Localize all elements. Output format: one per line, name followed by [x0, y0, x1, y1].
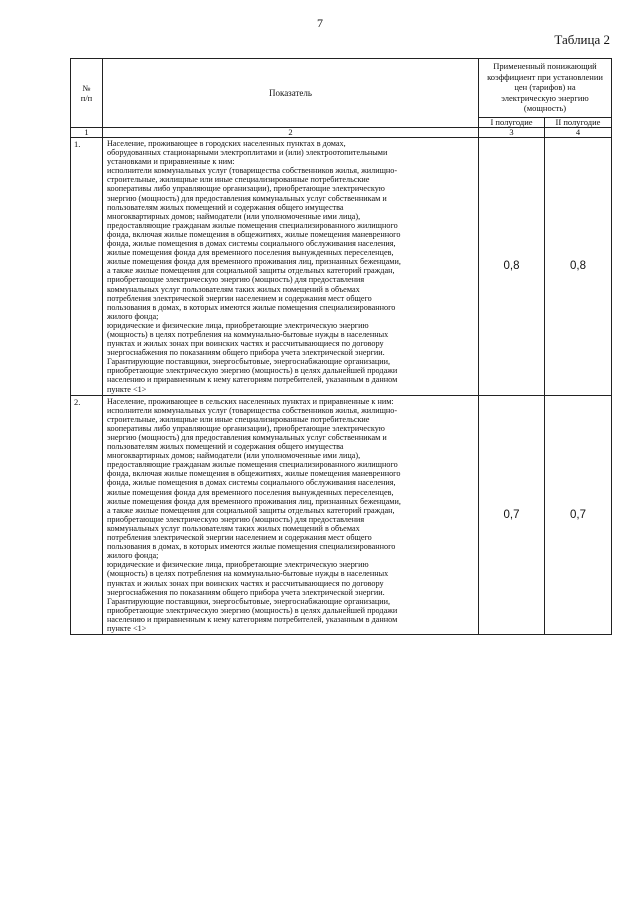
text-line: фонда, жилые помещения в домах системы социального обслуживания населения, — [107, 478, 396, 488]
text-line: энергоснабжения по показаниям общего прибора учета электрической энергии. — [107, 587, 385, 597]
text-line: жилого фонда; — [107, 311, 159, 321]
header-half1: I полугодие — [479, 118, 545, 128]
text-line: энергоснабжения по показаниям общего прибора учета электрической энергии. — [107, 348, 385, 358]
text-line: предоставляющие гражданам жилые помещения специализированного жилищного — [107, 220, 398, 230]
text-line: жилые помещения фонда для временного поселения вынужденных переселенцев, — [107, 248, 394, 258]
text-line: пользования в домах, в которых имеются жилые помещения специализированного — [107, 542, 396, 552]
text-line: (мощность) в целях потребления на коммунально-бытовые нужды в населенных — [107, 569, 389, 579]
text-line: приобретающие электрическую энергию (мощность) для предоставления — [107, 514, 365, 524]
table-row — [71, 395, 612, 634]
text-line: исполнители коммунальных услуг (товарищества собственников жилья, жилищно- — [107, 405, 398, 415]
text-line: фонда, включая жилые помещения в общежитиях, жилые помещения маневренного — [107, 469, 401, 479]
text-line: коммунальных услуг пользователям таких жилых помещений в объемах — [107, 284, 360, 294]
text-line: (мощность) в целях потребления на коммунально-бытовые нужды в населенных — [107, 329, 389, 339]
text-line: юридические и физические лица, приобретающие электрическую энергию — [107, 560, 369, 570]
text-line: а также жилые помещения для социальной защиты отдельных категорий граждан, — [107, 505, 395, 515]
text-line: кооперативы либо управляющие организации), приобретающие электрическую — [107, 184, 385, 194]
text-line: кооперативы либо управляющие организации), приобретающие электрическую — [107, 423, 385, 433]
header-coefficient-line: (мощность) — [523, 103, 567, 113]
header-coefficient-line: коэффициент при установлении — [487, 71, 603, 82]
text-line: приобретающие электрическую энергию (мощность) в целях дальнейшей продажи — [107, 366, 398, 376]
table-row — [71, 138, 612, 396]
text-line: строительные, жилищные или иные специализированные потребительские — [107, 175, 370, 185]
header-coefficient — [479, 59, 612, 118]
header-num — [71, 59, 103, 128]
text-line: оборудованных стационарными электроплитами и (или) электроотопительными — [107, 148, 388, 158]
row-number: 2. — [71, 395, 103, 634]
table-label: Таблица 2 — [554, 32, 610, 47]
text-line: многоквартирных домов; наймодатели (или уполномоченные ими лица), — [107, 451, 361, 461]
text-line: населению и приравненным к нему категориям потребителей, указанным в данном — [107, 614, 398, 624]
text-line: потребления электрической энергии населением и содержания мест общего — [107, 533, 372, 543]
column-index: 1 — [71, 128, 103, 138]
text-line: пользователям жилых помещений и содержания общего имущества — [107, 202, 344, 212]
text-line: установками и приравненные к ним: — [107, 157, 235, 167]
row-indicator-text — [103, 138, 479, 396]
text-line: жилого фонда; — [107, 551, 159, 561]
coefficient-half2: 0,7 — [545, 395, 612, 634]
text-line: фонда, включая жилые помещения в общежитиях, жилые помещения маневренного — [107, 229, 401, 239]
text-line: исполнители коммунальных услуг (товарищества собственников жилья, жилищно- — [107, 166, 398, 176]
text-line: энергию (мощность) для предоставления коммунальных услуг собственникам и — [107, 433, 387, 442]
tariff-coefficient-table — [70, 58, 612, 635]
header-num-line: п/п — [80, 93, 93, 103]
header-coefficient-line: цен (тарифов) на — [514, 82, 576, 92]
text-line: предоставляющие гражданам жилые помещения специализированного жилищного — [107, 460, 398, 470]
text-line: пункте <1> — [107, 384, 147, 394]
text-line: юридические и физические лица, приобретающие электрическую энергию — [107, 320, 369, 330]
coefficient-half1: 0,8 — [479, 138, 545, 396]
header-num-line: № — [82, 83, 91, 93]
page-number: 7 — [317, 16, 323, 30]
text-line: населению и приравненным к нему категориям потребителей, указанным в данном — [107, 375, 398, 385]
row-indicator-text — [103, 395, 479, 634]
text-line: Гарантирующие поставщики, энергосбытовые, энергоснабжающие организации, — [107, 596, 391, 606]
text-line: фонда, жилые помещения в домах системы социального обслуживания населения, — [107, 239, 396, 249]
text-line: жилые помещения фонда для временного проживания лиц, признанных беженцами, — [107, 257, 401, 267]
text-line: энергию (мощность) для предоставления коммунальных услуг собственникам и — [107, 193, 387, 203]
row-number: 1. — [71, 138, 103, 396]
text-line: пунктах и жилых зонах при воинских частях и рассчитывающиеся по договору — [107, 339, 384, 349]
column-index: 4 — [545, 128, 612, 138]
column-index: 2 — [103, 128, 479, 138]
text-line: пунктах и жилых зонах при воинских частях и рассчитывающиеся по договору — [107, 578, 384, 588]
text-line: Население, проживающее в городских населенных пунктах в домах, — [107, 139, 346, 148]
header-indicator: Показатель — [103, 59, 479, 128]
text-line: приобретающие электрическую энергию (мощность) в целях дальнейшей продажи — [107, 605, 398, 615]
coefficient-half2: 0,8 — [545, 138, 612, 396]
text-line: пользования в домах, в которых имеются жилые помещения специализированного — [107, 302, 396, 312]
header-coefficient-line: Примененный понижающий — [493, 61, 597, 71]
text-line: потребления электрической энергии населением и содержания мест общего — [107, 293, 372, 303]
text-line: Гарантирующие поставщики, энергосбытовые, энергоснабжающие организации, — [107, 357, 391, 367]
text-line: а также жилые помещения для социальной защиты отдельных категорий граждан, — [107, 266, 395, 276]
coefficient-half1: 0,7 — [479, 395, 545, 634]
text-line: коммунальных услуг пользователям таких жилых помещений в объемах — [107, 523, 360, 533]
text-line: пользователям жилых помещений и содержания общего имущества — [107, 442, 344, 452]
header-coefficient-line: электрическую энергию — [501, 92, 589, 103]
text-line: Население, проживающее в сельских населенных пунктах и приравненные к ним: — [107, 396, 394, 406]
text-line: жилые помещения фонда для временного проживания лиц, признанных беженцами, — [107, 496, 401, 506]
text-line: многоквартирных домов; наймодатели (или уполномоченные ими лица), — [107, 211, 361, 221]
text-line: строительные, жилищные или иные специализированные потребительские — [107, 414, 370, 424]
text-line: пункте <1> — [107, 623, 147, 633]
text-line: приобретающие электрическую энергию (мощность) для предоставления — [107, 275, 365, 285]
text-line: жилые помещения фонда для временного поселения вынужденных переселенцев, — [107, 487, 394, 497]
column-index: 3 — [479, 128, 545, 138]
header-half2: II полугодие — [545, 118, 612, 128]
